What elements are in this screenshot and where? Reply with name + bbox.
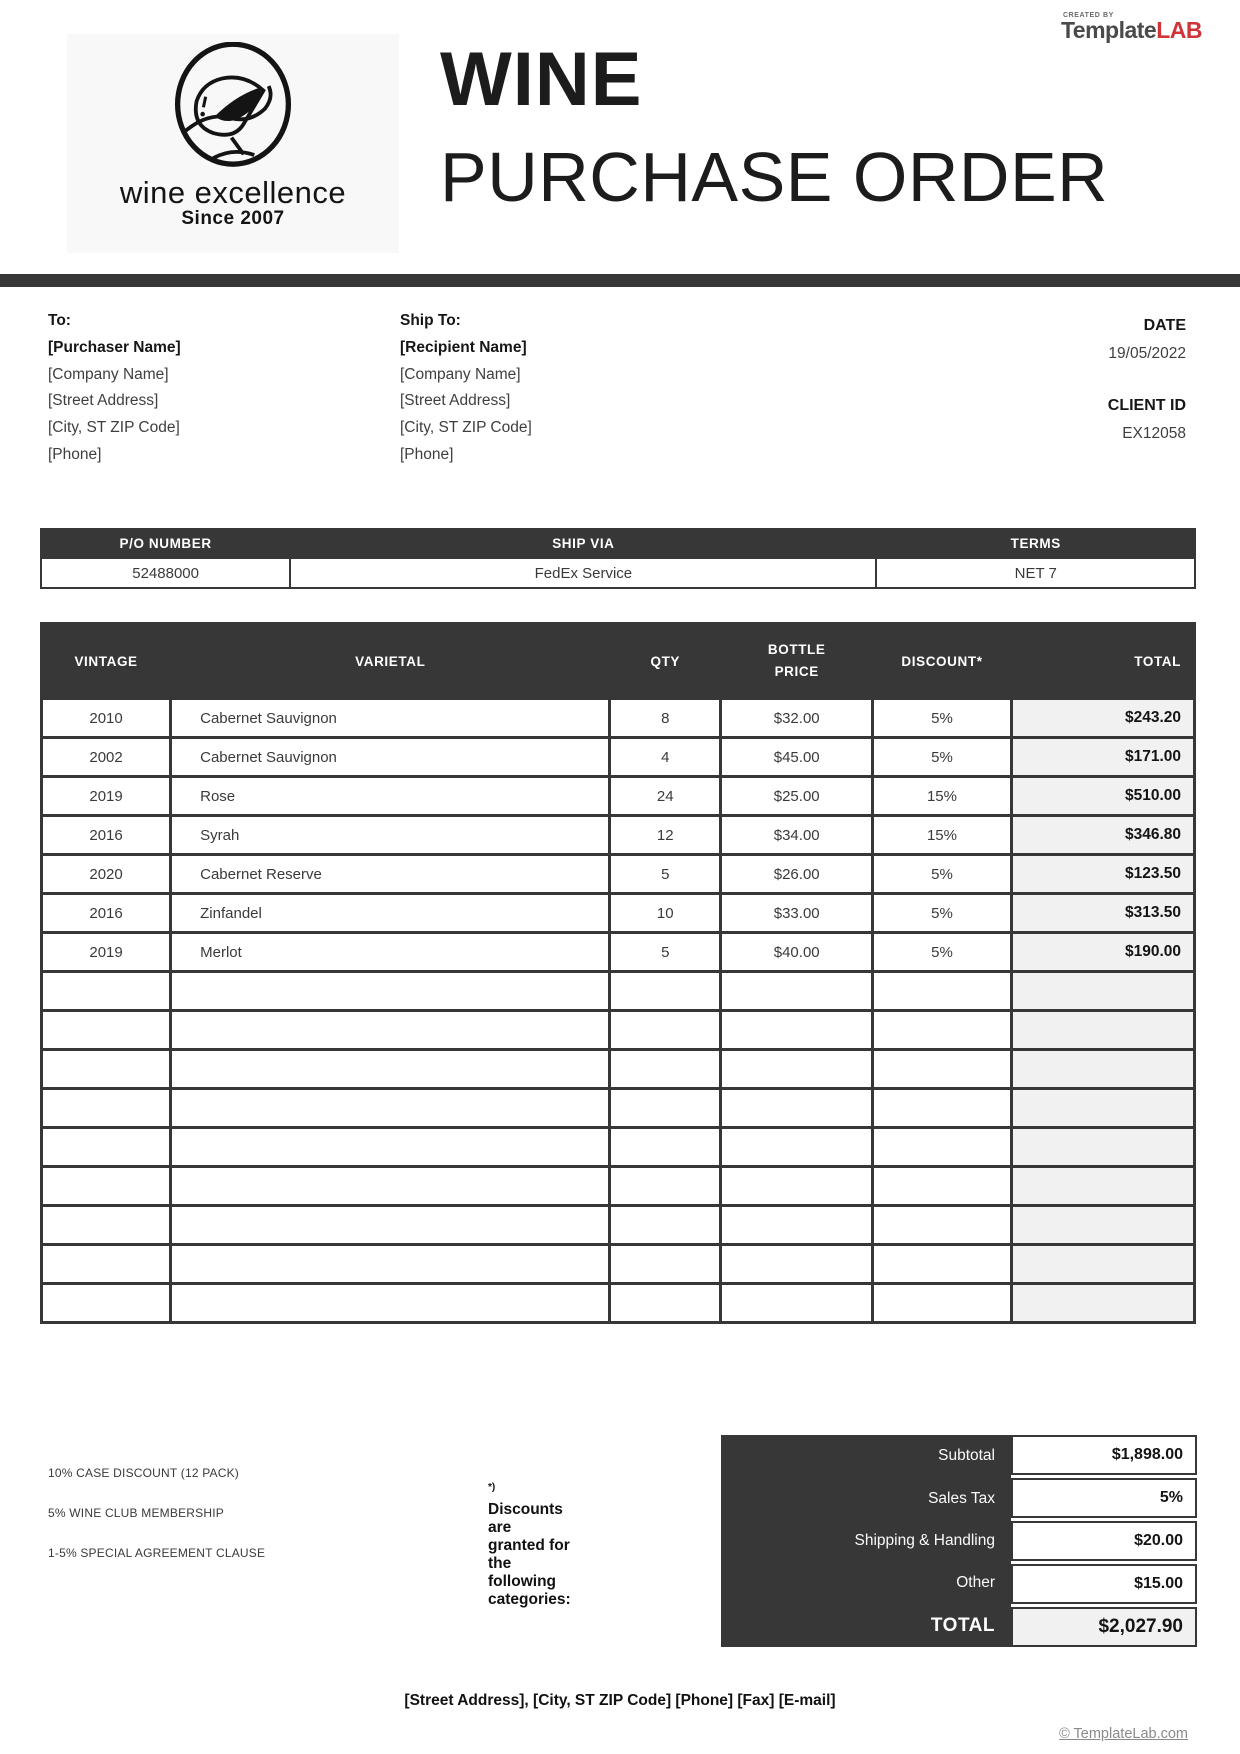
- shipping-handling-value: $20.00: [1011, 1521, 1197, 1561]
- recipient-phone-field: [Phone]: [400, 445, 454, 463]
- vintage-cell: 2019: [42, 777, 171, 816]
- table-row: [42, 777, 1195, 816]
- order-items-table: [40, 622, 1196, 1324]
- title-wine: WINE: [440, 37, 643, 122]
- ship-to-label: Ship To:: [400, 312, 461, 329]
- ship-via-value: FedEx Service: [290, 558, 876, 588]
- logo-company-name: wine excellence: [119, 175, 347, 210]
- po-number-header: P/O NUMBER: [41, 529, 290, 558]
- qty-cell: 5: [610, 855, 721, 894]
- note-item: 10% CASE DISCOUNT (12 PACK): [48, 1466, 240, 1480]
- purchaser-address-block: [48, 308, 181, 469]
- templatelab-copyright-link[interactable]: © TemplateLab.com: [1059, 1726, 1188, 1742]
- empty-table-row: [42, 1050, 1195, 1089]
- discount-cell: 5%: [873, 855, 1011, 894]
- wine-glass-in-hand-icon: [157, 42, 309, 171]
- other-label: Other: [956, 1574, 995, 1592]
- footer-address: [Street Address], [City, ST ZIP Code] [Phone] [Fax] [E-mail]: [404, 1692, 836, 1709]
- total-cell: $346.80: [1011, 816, 1194, 855]
- total-cell: $123.50: [1011, 855, 1194, 894]
- price-cell: $45.00: [721, 738, 873, 777]
- total-cell: $171.00: [1011, 738, 1194, 777]
- header-divider-bar: [0, 274, 1240, 287]
- vintage-cell: 2002: [42, 738, 171, 777]
- client-id-label: CLIENT ID: [1107, 397, 1186, 414]
- po-summary-value-row: [41, 558, 1195, 588]
- table-row: [42, 855, 1195, 894]
- empty-table-row: [42, 1128, 1195, 1167]
- empty-table-row: [42, 1011, 1195, 1050]
- templatelab-logo: [1061, 12, 1202, 42]
- qty-cell: 8: [610, 699, 721, 738]
- empty-table-row: [42, 972, 1195, 1011]
- po-summary-header-row: [41, 529, 1195, 558]
- discount-cell: 15%: [873, 777, 1011, 816]
- price-cell: $26.00: [721, 855, 873, 894]
- templatelab-word-dark: Template: [1060, 17, 1157, 43]
- totals-summary: [721, 1435, 1197, 1647]
- po-summary-table: [40, 528, 1196, 589]
- company-logo: [67, 34, 399, 253]
- varietal-header: VARIETAL: [171, 624, 610, 699]
- totals-label-column: [721, 1435, 1011, 1647]
- recipient-name-field: [Recipient Name]: [400, 338, 527, 356]
- empty-table-row: [42, 1245, 1195, 1284]
- empty-table-row: [42, 1167, 1195, 1206]
- qty-cell: 4: [610, 738, 721, 777]
- empty-table-row: [42, 1284, 1195, 1323]
- table-row: [42, 933, 1195, 972]
- varietal-cell: Cabernet Sauvignon: [171, 699, 610, 738]
- discount-notes-title: *) Discounts are granted for the following categories:: [488, 1482, 571, 1609]
- ship-via-header: SHIP VIA: [290, 529, 876, 558]
- total-cell: $190.00: [1011, 933, 1194, 972]
- varietal-cell: Zinfandel: [171, 894, 610, 933]
- qty-cell: 24: [610, 777, 721, 816]
- vintage-cell: 2016: [42, 894, 171, 933]
- discount-cell: 5%: [873, 933, 1011, 972]
- bottle-price-header: BOTTLE PRICE: [721, 624, 873, 699]
- price-cell: $25.00: [721, 777, 873, 816]
- varietal-cell: Cabernet Reserve: [171, 855, 610, 894]
- qty-cell: 10: [610, 894, 721, 933]
- price-cell: $33.00: [721, 894, 873, 933]
- table-row: [42, 894, 1195, 933]
- vintage-header: VINTAGE: [42, 624, 171, 699]
- sales-tax-value: 5%: [1011, 1478, 1197, 1518]
- note-item: 5% WINE CLUB MEMBERSHIP: [48, 1506, 224, 1520]
- total-cell: $510.00: [1011, 777, 1194, 816]
- logo-since-tagline: Since 2007: [181, 208, 285, 229]
- table-row: [42, 738, 1195, 777]
- to-label: To:: [48, 312, 71, 329]
- grand-total-value: $2,027.90: [1011, 1607, 1197, 1647]
- empty-table-row: [42, 1206, 1195, 1245]
- purchaser-street-field: [Street Address]: [48, 392, 159, 410]
- date-value: 19/05/2022: [1108, 345, 1186, 362]
- price-cell: $40.00: [721, 933, 873, 972]
- po-number-value: 52488000: [41, 558, 290, 588]
- discount-header: DISCOUNT*: [873, 624, 1011, 699]
- discount-cell: 5%: [873, 699, 1011, 738]
- templatelab-word-red: LAB: [1156, 17, 1202, 43]
- subtotal-value: $1,898.00: [1011, 1435, 1197, 1475]
- terms-value: NET 7: [876, 558, 1195, 588]
- sales-tax-label: Sales Tax: [928, 1489, 995, 1507]
- recipient-city-field: [City, ST ZIP Code]: [400, 419, 532, 437]
- discount-cell: 5%: [873, 738, 1011, 777]
- discount-cell: 5%: [873, 894, 1011, 933]
- qty-cell: 5: [610, 933, 721, 972]
- recipient-company-field: [Company Name]: [400, 365, 521, 383]
- purchaser-company-field: [Company Name]: [48, 365, 169, 383]
- price-cell: $34.00: [721, 816, 873, 855]
- order-table-header-row: [42, 624, 1195, 699]
- table-row: [42, 699, 1195, 738]
- recipient-address-block: [400, 308, 532, 469]
- purchaser-phone-field: [Phone]: [48, 445, 102, 463]
- purchaser-name-field: [Purchaser Name]: [48, 338, 181, 356]
- footnote-asterisk: *): [488, 1482, 496, 1493]
- table-row: [42, 816, 1195, 855]
- templatelab-wordmark: [1061, 19, 1202, 42]
- terms-header: TERMS: [876, 529, 1195, 558]
- varietal-cell: Syrah: [171, 816, 610, 855]
- vintage-cell: 2010: [42, 699, 171, 738]
- discount-notes: [48, 1440, 571, 1609]
- vintage-cell: 2019: [42, 933, 171, 972]
- vintage-cell: 2016: [42, 816, 171, 855]
- qty-header: QTY: [610, 624, 721, 699]
- total-header: TOTAL: [1011, 624, 1194, 699]
- shipping-handling-label: Shipping & Handling: [854, 1532, 995, 1550]
- grand-total-label: TOTAL: [930, 1614, 995, 1636]
- price-cell: $32.00: [721, 699, 873, 738]
- qty-cell: 12: [610, 816, 721, 855]
- total-cell: $243.20: [1011, 699, 1194, 738]
- purchaser-city-field: [City, ST ZIP Code]: [48, 419, 180, 437]
- other-value: $15.00: [1011, 1564, 1197, 1604]
- varietal-cell: Rose: [171, 777, 610, 816]
- title-purchase-order: PURCHASE ORDER: [440, 138, 1109, 216]
- client-id-value: EX12058: [1122, 425, 1186, 442]
- vintage-cell: 2020: [42, 855, 171, 894]
- empty-table-row: [42, 1089, 1195, 1128]
- created-by-label: CREATED BY: [1062, 12, 1114, 19]
- totals-value-column: [1011, 1435, 1197, 1647]
- recipient-street-field: [Street Address]: [400, 392, 511, 410]
- discount-cell: 15%: [873, 816, 1011, 855]
- date-label: DATE: [1143, 317, 1186, 334]
- document-title: [440, 37, 1109, 216]
- note-item: 1-5% SPECIAL AGREEMENT CLAUSE: [48, 1546, 266, 1560]
- varietal-cell: Merlot: [171, 933, 610, 972]
- varietal-cell: Cabernet Sauvignon: [171, 738, 610, 777]
- subtotal-label: Subtotal: [938, 1447, 995, 1465]
- total-cell: $313.50: [1011, 894, 1194, 933]
